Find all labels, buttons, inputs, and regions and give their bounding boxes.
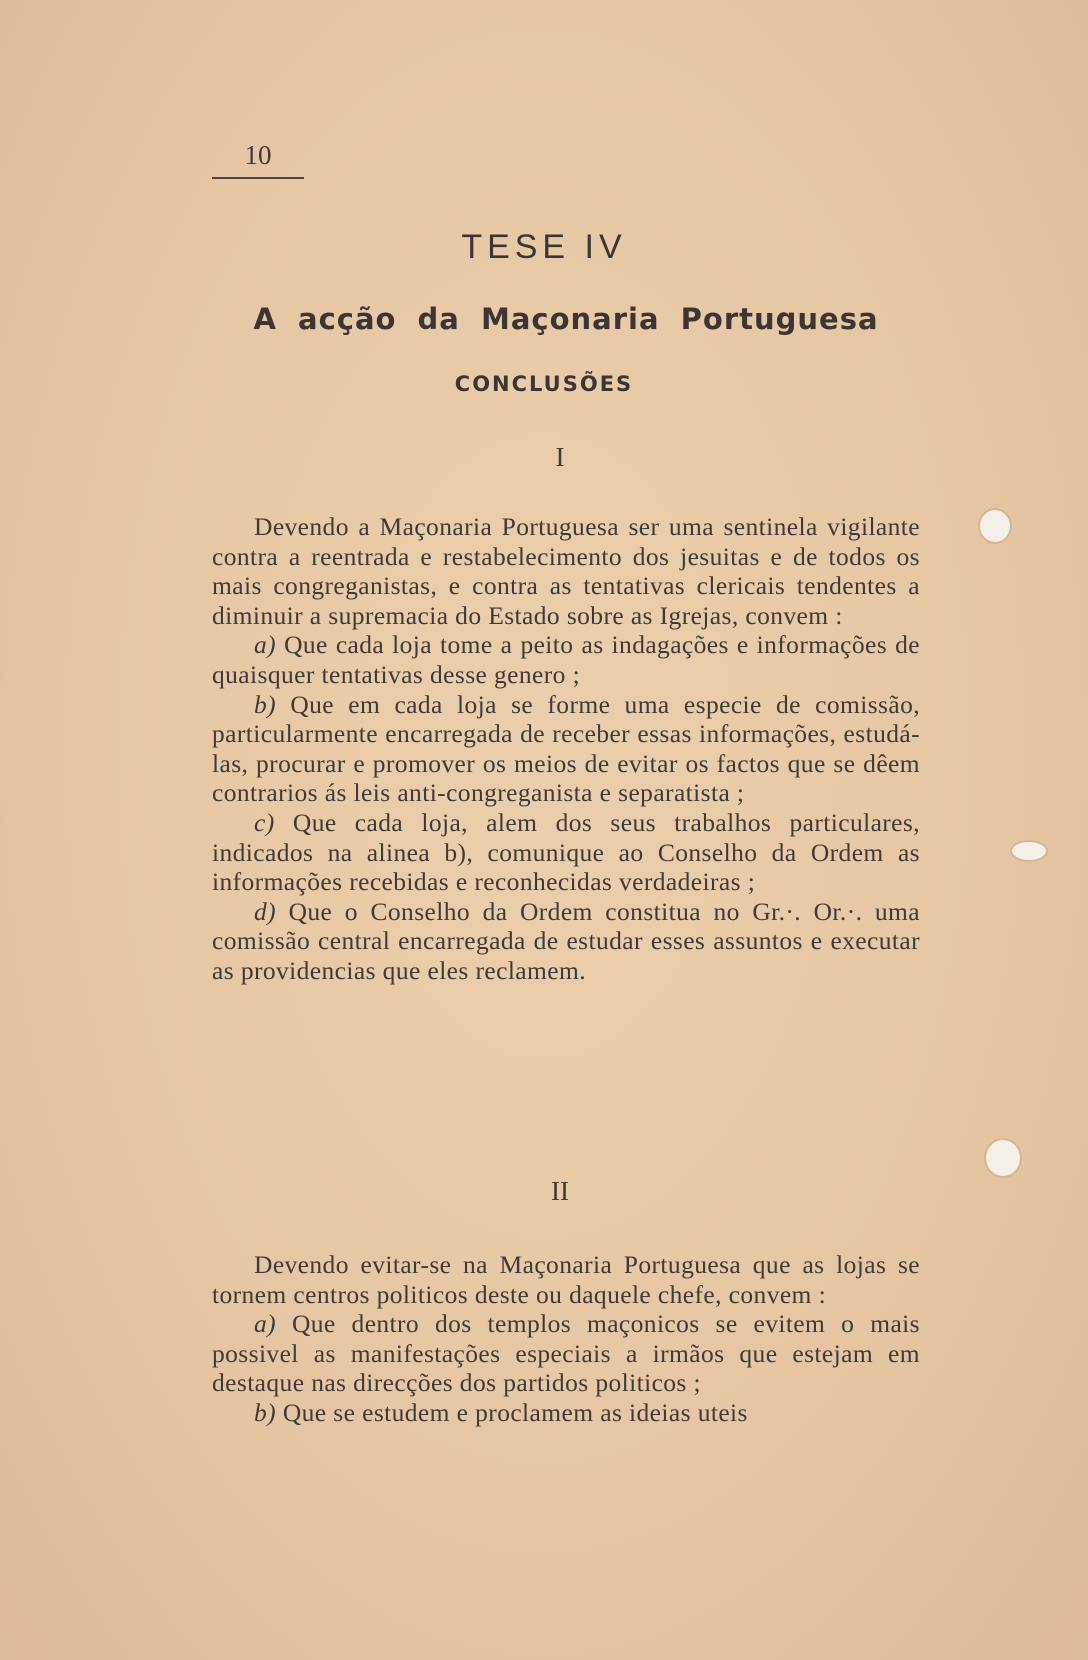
page-number: 10 xyxy=(212,140,304,179)
paper-hole xyxy=(1012,842,1046,860)
section-1-numeral: I xyxy=(555,442,565,472)
section-2-numeral: II xyxy=(551,1176,569,1206)
section-2-item-a xyxy=(212,1309,920,1398)
thesis-title: TESE IV xyxy=(461,228,627,266)
section-1-item-b xyxy=(212,690,920,808)
section-2-intro: Devendo evitar-se na Maçonaria Portuguesa que as lojas se tornem centros politicos deste ou daquele chefe, convem : xyxy=(212,1250,920,1309)
section-1-item-d xyxy=(212,897,920,986)
item-text: Que dentro dos templos maçonicos se evitem o mais possivel as manifestações especiais a irmãos que estejam em destaque nas direcções dos partidos politicos ; xyxy=(212,1309,920,1398)
item-marker: a) xyxy=(254,1309,277,1339)
item-text: Que cada loja tome a peito as indagações e informações de quaisquer tentativas desse genero ; xyxy=(212,630,920,689)
paper-hole xyxy=(980,510,1010,542)
item-marker: b) xyxy=(254,1397,277,1427)
section-1-intro: Devendo a Maçonaria Portuguesa ser uma sentinela vigilante contra a reentrada e restabelecimento dos jesuitas e de todos os mais congreganistas, e contra as tentativas clericais tendentes a diminuir a supremacia do Estado sobre as Igrejas, convem : xyxy=(212,512,920,630)
item-text: Que se estudem e proclamem as ideias uteis xyxy=(282,1397,748,1427)
item-marker: d) xyxy=(254,896,277,926)
item-marker: b) xyxy=(254,689,277,719)
item-text: Que em cada loja se forme uma especie de comissão, particularmente encarregada de receber essas informações, estudá-las, procurar e promover os meios de evitar os factos que se dêem contrarios ás leis anti-congreganista e separatista ; xyxy=(212,689,920,808)
conclusions-heading: CONCLUSÕES xyxy=(454,372,634,396)
item-text: Que o Conselho da Ordem constitua no Gr.·. Or.·. uma comissão central encarregada de estudar esses assuntos e executar as providencias que eles reclamem. xyxy=(212,896,920,985)
section-1-body xyxy=(212,512,920,986)
paper-hole xyxy=(986,1140,1020,1176)
item-marker: c) xyxy=(254,807,275,837)
section-1-item-c xyxy=(212,808,920,897)
item-marker: a) xyxy=(254,630,277,660)
section-2-body xyxy=(212,1250,920,1428)
thesis-subtitle: A acção da Maçonaria Portuguesa xyxy=(253,302,879,336)
section-2-item-b xyxy=(212,1398,920,1428)
section-1-item-a xyxy=(212,630,920,689)
item-text: Que cada loja, alem dos seus trabalhos particulares, indicados na alinea b), comunique ao Conselho da Ordem as informações recebidas e reconhecidas verdadeiras ; xyxy=(212,807,921,897)
